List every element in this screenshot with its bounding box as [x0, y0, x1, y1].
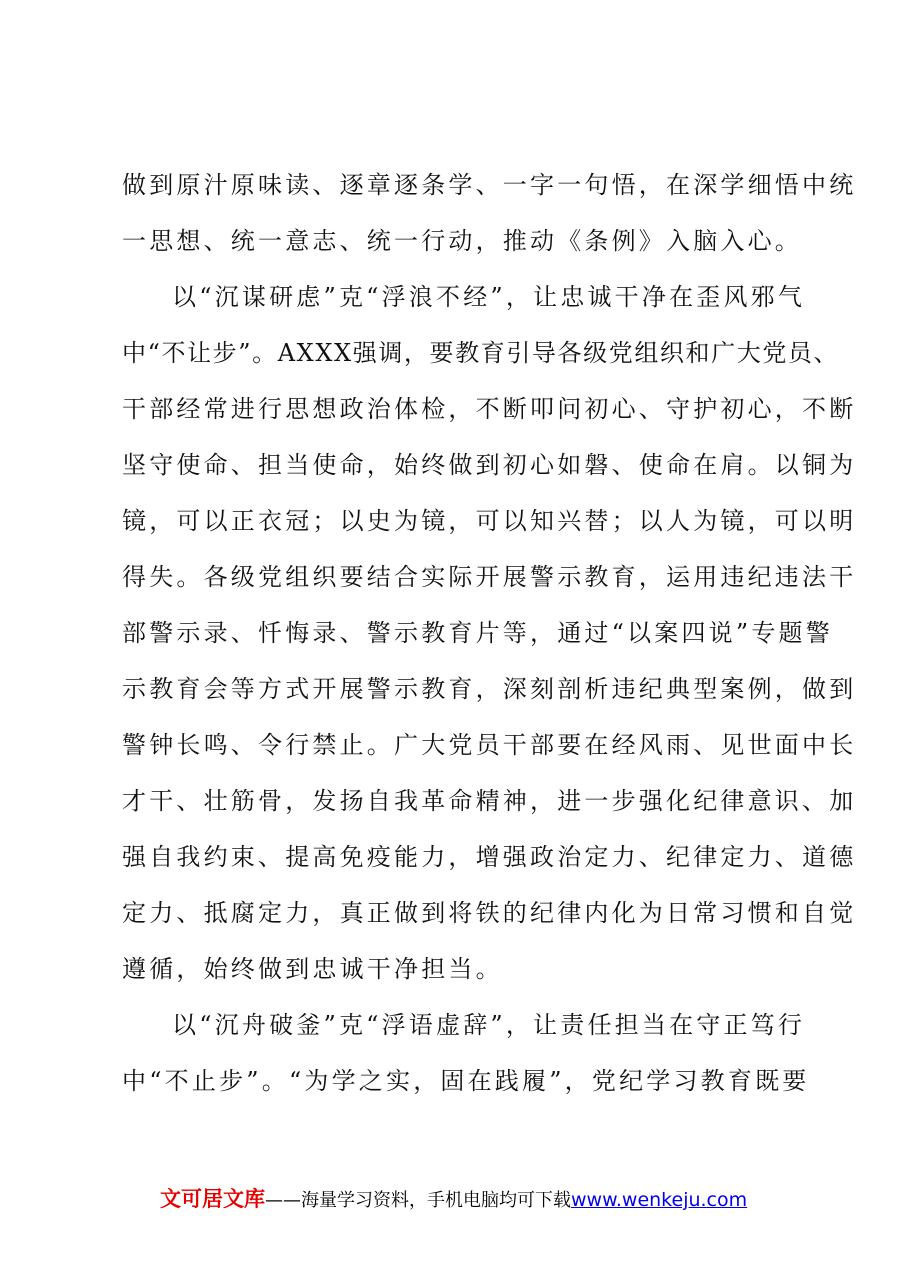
body-line: 强自我约束、提高免疫能力，增强政治定力、纪律定力、道德 — [122, 843, 857, 871]
footer-banner — [160, 1183, 747, 1213]
body-line: 部警示录、忏悔录、警示教育片等，通过“以案四说”专题警 — [122, 619, 833, 647]
body-line: 遵循，始终做到忠诚干净担当。 — [122, 955, 503, 983]
paragraph-start-line: 以“沉舟破釜”克“浮语虚辞”，让责任担当在守正笃行 — [172, 1011, 806, 1039]
footer-brand: 文可居文库 — [160, 1187, 265, 1211]
body-line: 定力、抵腐定力，真正做到将铁的纪律内化为日常习惯和自觉 — [122, 899, 857, 927]
body-line: 警钟长鸣、令行禁止。广大党员干部要在经风雨、见世面中长 — [122, 731, 857, 759]
footer-website-link[interactable]: www.wenkeju.com — [571, 1189, 748, 1211]
body-line: 才干、壮筋骨，发扬自我革命精神，进一步强化纪律意识、加 — [122, 787, 857, 815]
paragraph-start-line: 以“沉谋研虑”克“浮浪不经”，让忠诚干净在歪风邪气 — [172, 283, 806, 311]
body-line: 示教育会等方式开展警示教育，深刻剖析违纪典型案例，做到 — [122, 675, 857, 703]
body-line: 干部经常进行思想政治体检，不断叩问初心、守护初心，不断 — [122, 395, 857, 423]
footer-separator: —— — [265, 1190, 301, 1211]
body-line: 做到原汁原味读、逐章逐条学、一字一句悟，在深学细悟中统 — [122, 171, 857, 199]
body-line: 坚守使命、担当使命，始终做到初心如磐、使命在肩。以铜为 — [122, 451, 857, 479]
body-line: 一思想、统一意志、统一行动，推动《条例》入脑入心。 — [122, 227, 802, 255]
body-line: 中“不止步”。“为学之实，固在践履”，党纪学习教育既要 — [122, 1067, 810, 1095]
body-line: 得失。各级党组织要结合实际开展警示教育，运用违纪违法干 — [122, 563, 857, 591]
body-line: 中“不让步”。AXXX强调，要教育引导各级党组织和广大党员、 — [122, 339, 840, 367]
body-line: 镜，可以正衣冠；以史为镜，可以知兴替；以人为镜，可以明 — [122, 507, 857, 535]
footer-description: 海量学习资料，手机电脑均可下载 — [301, 1190, 571, 1211]
